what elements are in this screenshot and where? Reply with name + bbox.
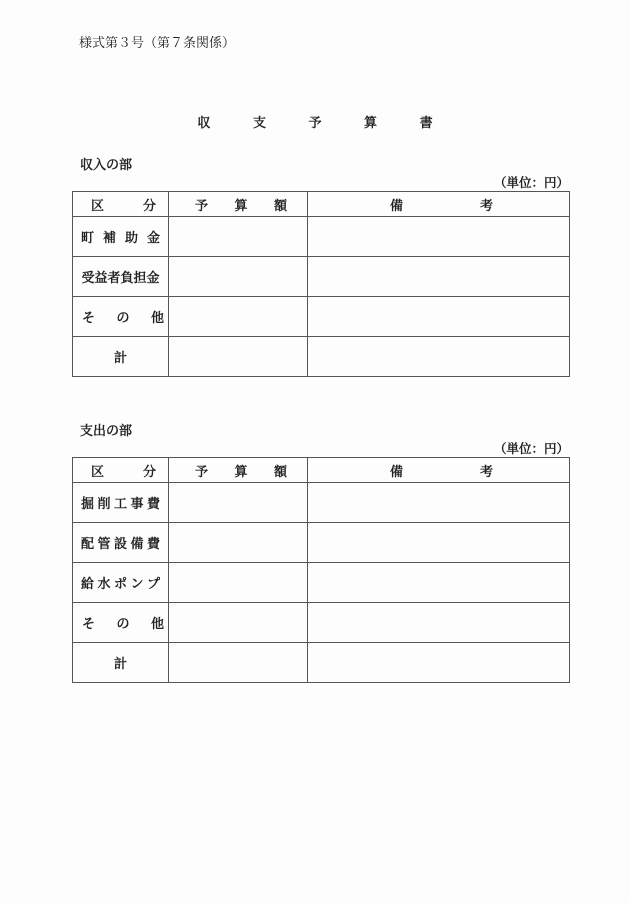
- header-char: 区: [91, 198, 105, 214]
- header-budget-amount: [169, 458, 308, 483]
- budget-amount-cell[interactable]: [169, 523, 308, 563]
- label-char: 掘: [81, 497, 95, 512]
- label-char: 工: [113, 497, 127, 512]
- header-char: 考: [479, 464, 493, 480]
- table-row: [73, 523, 570, 563]
- row-label: [73, 523, 169, 563]
- label-char: 設: [113, 537, 127, 552]
- label-char: 事: [130, 497, 144, 512]
- header-char: 考: [479, 198, 493, 214]
- label-char: 助: [124, 231, 138, 246]
- label-char: ン: [130, 577, 144, 592]
- header-char: 予: [195, 464, 209, 480]
- label-char: 管: [97, 537, 111, 552]
- budget-amount-cell[interactable]: [169, 563, 308, 603]
- expense-table: [72, 457, 570, 683]
- header-char: 額: [273, 198, 287, 214]
- remarks-cell[interactable]: [308, 483, 570, 523]
- budget-amount-cell[interactable]: [169, 483, 308, 523]
- remarks-cell[interactable]: [308, 297, 570, 337]
- table-row: [73, 257, 570, 297]
- remarks-cell[interactable]: [308, 337, 570, 377]
- title-char: 予: [308, 116, 322, 131]
- header-char: 算: [234, 464, 248, 480]
- remarks-cell[interactable]: [308, 523, 570, 563]
- title-char: 支: [252, 116, 266, 131]
- header-char: 備: [390, 198, 404, 214]
- remarks-cell[interactable]: [308, 217, 570, 257]
- header-char: 算: [234, 198, 248, 214]
- income-table: [72, 191, 570, 377]
- row-label: [73, 563, 169, 603]
- income-unit-label: （単位：円）: [493, 175, 569, 190]
- row-label: [73, 297, 169, 337]
- label-char: 水: [97, 577, 111, 592]
- header-budget-amount: [169, 192, 308, 217]
- label-char: の: [116, 617, 130, 632]
- budget-amount-cell[interactable]: [169, 297, 308, 337]
- table-row-total: [73, 337, 570, 377]
- budget-amount-cell[interactable]: [169, 217, 308, 257]
- label-char: 補: [102, 231, 116, 246]
- row-label: [73, 217, 169, 257]
- label-char: ポ: [113, 577, 127, 592]
- header-char: 額: [273, 464, 287, 480]
- budget-amount-cell[interactable]: [169, 257, 308, 297]
- title-char: 書: [419, 116, 433, 131]
- expense-unit-label: （単位：円）: [493, 441, 569, 456]
- header-kubun: [73, 458, 169, 483]
- row-label: [73, 603, 169, 643]
- label-char: 費: [146, 497, 160, 512]
- label-char: 配: [81, 537, 95, 552]
- title-char: 収: [197, 116, 211, 131]
- table-row-total: [73, 643, 570, 683]
- label-char: 給: [81, 577, 95, 592]
- table-row: [73, 483, 570, 523]
- document-title: [0, 112, 630, 131]
- label-char: 費: [146, 537, 160, 552]
- label-char: 金: [146, 231, 160, 246]
- remarks-cell[interactable]: [308, 643, 570, 683]
- form-number: 様式第３号（第７条関係）: [79, 36, 236, 51]
- label-text: 計: [113, 351, 127, 366]
- header-char: 予: [195, 198, 209, 214]
- label-char: の: [116, 311, 130, 326]
- row-label: [73, 643, 169, 683]
- label-char: 他: [150, 311, 164, 326]
- budget-amount-cell[interactable]: [169, 643, 308, 683]
- header-char: 分: [142, 198, 156, 214]
- label-char: そ: [82, 311, 96, 326]
- table-header-row: [73, 458, 570, 483]
- label-char: 削: [97, 497, 111, 512]
- table-row: [73, 297, 570, 337]
- expense-section-title: 支出の部: [80, 424, 133, 439]
- label-char: プ: [146, 577, 160, 592]
- remarks-cell[interactable]: [308, 603, 570, 643]
- header-char: 区: [91, 464, 105, 480]
- row-label: [73, 483, 169, 523]
- table-row: [73, 603, 570, 643]
- label-text: 受益者負担金: [81, 271, 160, 286]
- row-label: [73, 257, 169, 297]
- table-row: [73, 563, 570, 603]
- label-char: そ: [82, 617, 96, 632]
- remarks-cell[interactable]: [308, 563, 570, 603]
- title-char: 算: [364, 116, 378, 131]
- header-remarks: [308, 458, 570, 483]
- table-header-row: [73, 192, 570, 217]
- label-char: 備: [130, 537, 144, 552]
- label-char: 町: [81, 231, 95, 246]
- label-text: 計: [113, 657, 127, 672]
- label-char: 他: [150, 617, 164, 632]
- budget-amount-cell[interactable]: [169, 603, 308, 643]
- remarks-cell[interactable]: [308, 257, 570, 297]
- budget-amount-cell[interactable]: [169, 337, 308, 377]
- header-char: 備: [390, 464, 404, 480]
- income-section-title: 収入の部: [80, 158, 133, 173]
- table-row: [73, 217, 570, 257]
- header-char: 分: [142, 464, 156, 480]
- header-kubun: [73, 192, 169, 217]
- row-label: [73, 337, 169, 377]
- header-remarks: [308, 192, 570, 217]
